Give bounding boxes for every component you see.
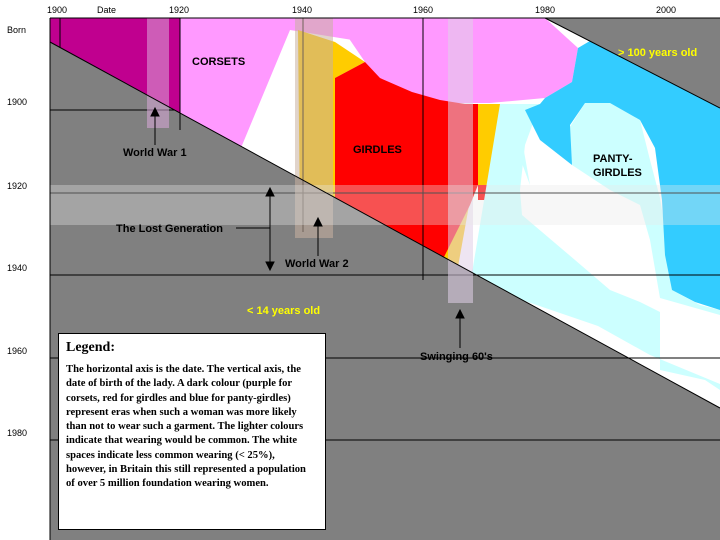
date-axis-label: Date	[97, 5, 117, 15]
under-14-label: < 14 years old	[247, 305, 321, 317]
swinging-60s-label: Swinging 60's	[420, 351, 493, 363]
ww1-band	[147, 18, 169, 128]
year-tick-1940: 1940	[292, 5, 313, 15]
girdles-label: GIRDLES	[353, 144, 402, 156]
panty-girdles-label-line2: GIRDLES	[593, 167, 642, 179]
birth-tick-1980: 1980	[7, 428, 28, 438]
lost-generation-label: The Lost Generation	[116, 223, 223, 235]
panty-girdles-label-line1: PANTY-	[593, 153, 633, 165]
legend-title: Legend:	[66, 340, 115, 355]
birth-tick-1900: 1900	[7, 97, 28, 107]
over-100-label: > 100 years old	[618, 47, 698, 59]
ww2-label: World War 2	[285, 258, 349, 270]
corsets-label: CORSETS	[192, 56, 246, 68]
year-tick-1900: 1900	[47, 5, 68, 15]
ww1-label: World War 1	[123, 147, 187, 159]
legend-text: The horizontal axis is the date. The vertical axis, the date of birth of the lady. A dark colour (purple for corsets, red for girdles and blue for panty-girdles) represent eras when such a woman was more likely than not to wear such a garment. The lighter colours indicate that wearing would be common. The white spaces indicate less common wearing (< 25%), however, in Britain this still represented a population of over 5 million foundation wearing women.	[66, 364, 306, 490]
year-tick-1960: 1960	[413, 5, 434, 15]
date-axis	[47, 5, 676, 15]
birth-tick-1960: 1960	[7, 346, 28, 356]
birth-tick-1940: 1940	[7, 263, 28, 273]
year-tick-1980: 1980	[535, 5, 556, 15]
legend-box	[58, 333, 326, 530]
born-axis-label: Born	[7, 25, 27, 35]
year-tick-2000: 2000	[656, 5, 677, 15]
birth-tick-1920: 1920	[7, 181, 28, 191]
year-tick-1920: 1920	[169, 5, 190, 15]
lost-generation-band	[50, 185, 720, 225]
sixties-band	[448, 18, 473, 303]
birth-axis	[7, 25, 27, 438]
